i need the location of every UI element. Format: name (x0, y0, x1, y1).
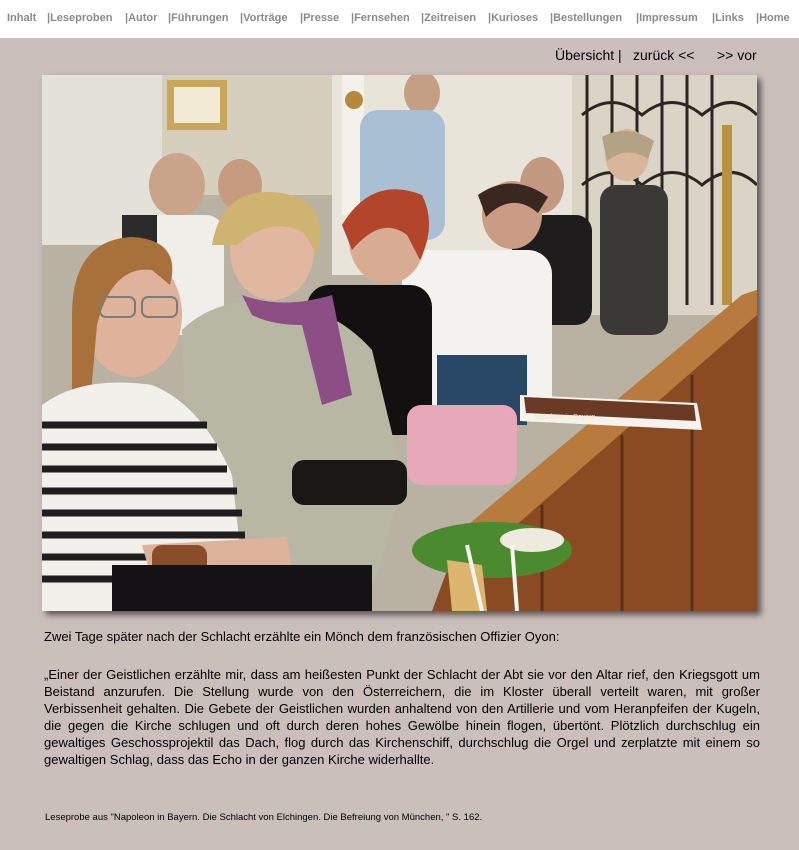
quote-paragraph: „Einer der Geistlichen erzählte mir, dass am heißesten Punkt der Schlacht der Abt sie vor den Altar rief, den Kriegsgott um Beistand anzurufen. Die Stellung wurde von den Österreichern, die im Kloster überall verteilt waren, mit großer Verbissenheit gehalten. Die Gebete der Geistlichen wurden anhaltend von den Artillerie und vom Heranpfeifen der Kugeln, die gegen die Kirche schlugen und oft durch deren hohes Gewölbe hinein flogen, übertönt. Plötzlich durchschlug ein gewaltiges Geschossprojektil das Dach, flog durch das Kirchenschiff, durchschlug die Orgel und zerplatzte mit einem so gewaltigen Schlag, dass das Echo in der ganzen Kirche widerhallte. (44, 667, 760, 767)
nav-impressum[interactable]: |Impressum (636, 12, 698, 24)
nav-presse[interactable]: |Presse (300, 12, 340, 24)
back-link[interactable]: zurück << (633, 47, 695, 63)
nav-kurioses[interactable]: |Kurioses (488, 12, 539, 24)
nav-leseproben[interactable]: |Leseproben (47, 12, 113, 24)
top-navigation (0, 0, 799, 38)
nav-inhalt[interactable]: Inhalt (7, 12, 37, 24)
nav-bestellungen[interactable]: |Bestellungen (550, 12, 623, 24)
nav-autor[interactable]: |Autor (125, 12, 158, 24)
caption: Zwei Tage später nach der Schlacht erzählte ein Mönch dem französischen Offizier Oyon: (44, 629, 560, 644)
nav-home[interactable]: |Home (756, 12, 790, 24)
nav-links[interactable]: |Links (712, 12, 744, 24)
church-audience-photo (42, 75, 757, 611)
forward-link[interactable]: >> vor (717, 47, 757, 63)
nav-fuehrungen[interactable]: |Führungen (168, 12, 229, 24)
pager (555, 47, 765, 65)
nav-zeitreisen[interactable]: |Zeitreisen (421, 12, 477, 24)
nav-fernsehen[interactable]: |Fernsehen (351, 12, 410, 24)
nav-vortraege[interactable]: |Vorträge (240, 12, 288, 24)
source-note: Leseprobe aus "Napoleon in Bayern. Die Schlacht von Elchingen. Die Befreiung von München, " S. 162. (45, 812, 483, 823)
overview-link[interactable]: Übersicht | (555, 47, 622, 63)
book-title: Napoleon in Bayern (534, 414, 596, 421)
